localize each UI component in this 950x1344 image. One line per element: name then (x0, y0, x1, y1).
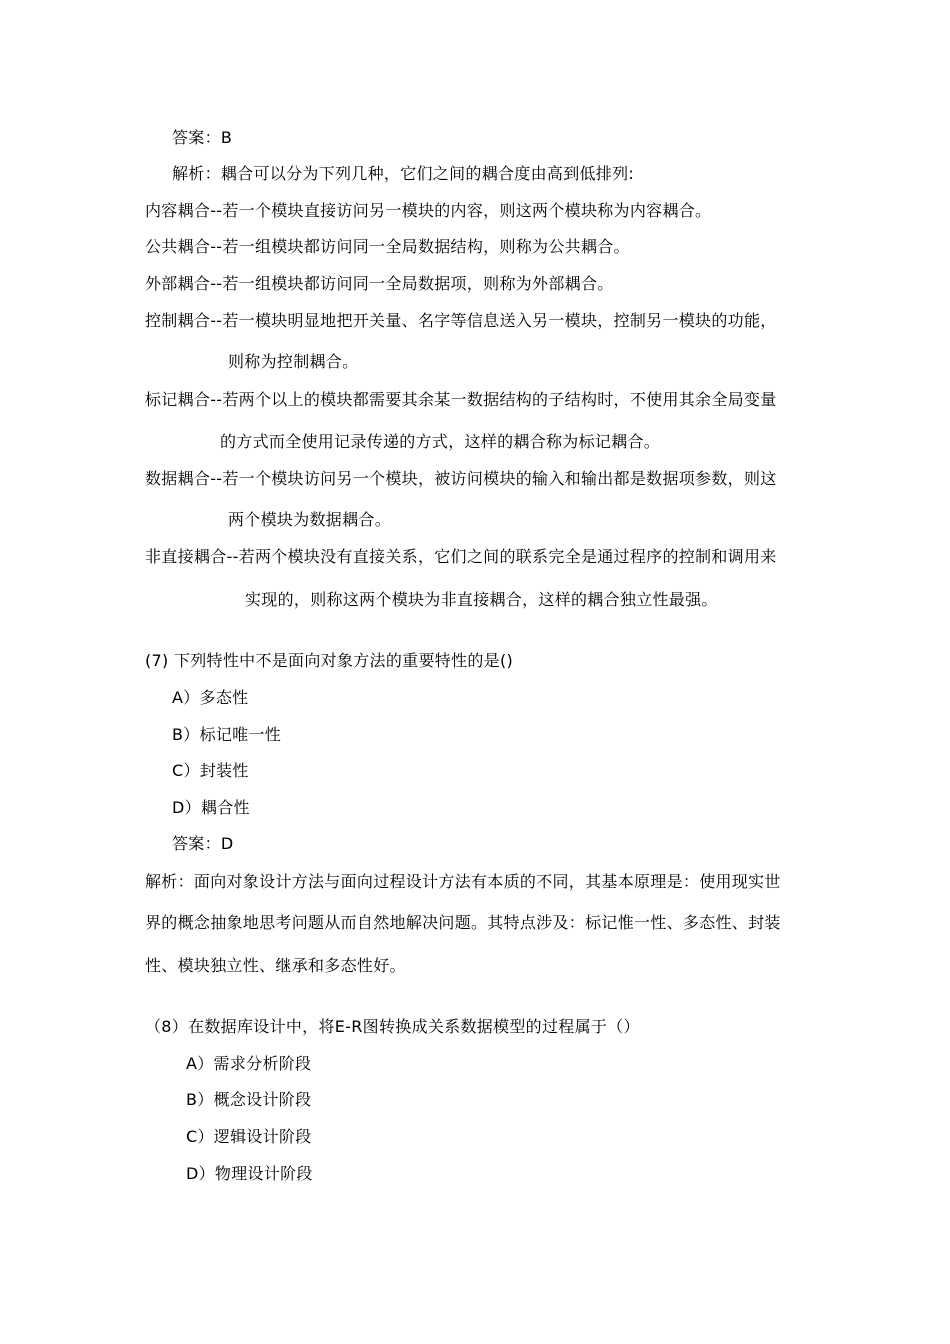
q7-analysis-line1: 解析：面向对象设计方法与面向过程设计方法有本质的不同，其基本原理是：使用现实世 (145, 872, 781, 891)
coupling-control: 控制耦合--若一模块明显地把开关量、名字等信息送入另一模块，控制另一模块的功能， (145, 311, 777, 330)
answer-b: 答案：B (172, 128, 233, 147)
coupling-stamp-cont: 的方式而全使用记录传递的方式，这样的耦合称为标记耦合。 (220, 432, 661, 451)
coupling-indirect-cont: 实现的，则称这两个模块为非直接耦合，这样的耦合独立性最强。 (245, 590, 718, 609)
q7-answer: 答案：D (172, 834, 234, 853)
analysis-intro: 解析：耦合可以分为下列几种，它们之间的耦合度由高到低排列: (172, 164, 635, 183)
q7-analysis-line3: 性、模块独立性、继承和多态性好。 (145, 956, 406, 975)
coupling-indirect: 非直接耦合--若两个模块没有直接关系，它们之间的联系完全是通过程序的控制和调用来 (145, 547, 777, 566)
coupling-content: 内容耦合--若一个模块直接访问另一模块的内容，则这两个模块称为内容耦合。 (145, 201, 712, 220)
q7-option-a: A）多态性 (172, 688, 249, 707)
coupling-data: 数据耦合--若一个模块访问另一个模块，被访问模块的输入和输出都是数据项参数，则这 (145, 469, 777, 488)
q7-question: (7) 下列特性中不是面向对象方法的重要特性的是() (145, 651, 514, 670)
coupling-common: 公共耦合--若一组模块都访问同一全局数据结构，则称为公共耦合。 (145, 237, 630, 256)
q7-analysis-line2: 界的概念抽象地思考问题从而自然地解决问题。其特点涉及：标记惟一性、多态性、封装 (145, 913, 781, 932)
q7-option-b: B）标记唯一性 (172, 725, 282, 744)
coupling-data-cont: 两个模块为数据耦合。 (228, 510, 392, 529)
q7-option-c: C）封装性 (172, 761, 249, 780)
q8-question: （8）在数据库设计中，将E-R图转换成关系数据模型的过程属于（） (145, 1017, 640, 1036)
q7-option-d: D）耦合性 (172, 798, 250, 817)
q8-option-d: D）物理设计阶段 (186, 1164, 313, 1183)
coupling-external: 外部耦合--若一组模块都访问同一全局数据项，则称为外部耦合。 (145, 274, 614, 293)
q8-option-a: A）需求分析阶段 (186, 1054, 312, 1073)
coupling-control-cont: 则称为控制耦合。 (228, 352, 359, 371)
q8-option-c: C）逻辑设计阶段 (186, 1127, 312, 1146)
q8-option-b: B）概念设计阶段 (186, 1090, 312, 1109)
coupling-stamp: 标记耦合--若两个以上的模块都需要其余某一数据结构的子结构时，不使用其余全局变量 (145, 390, 777, 409)
